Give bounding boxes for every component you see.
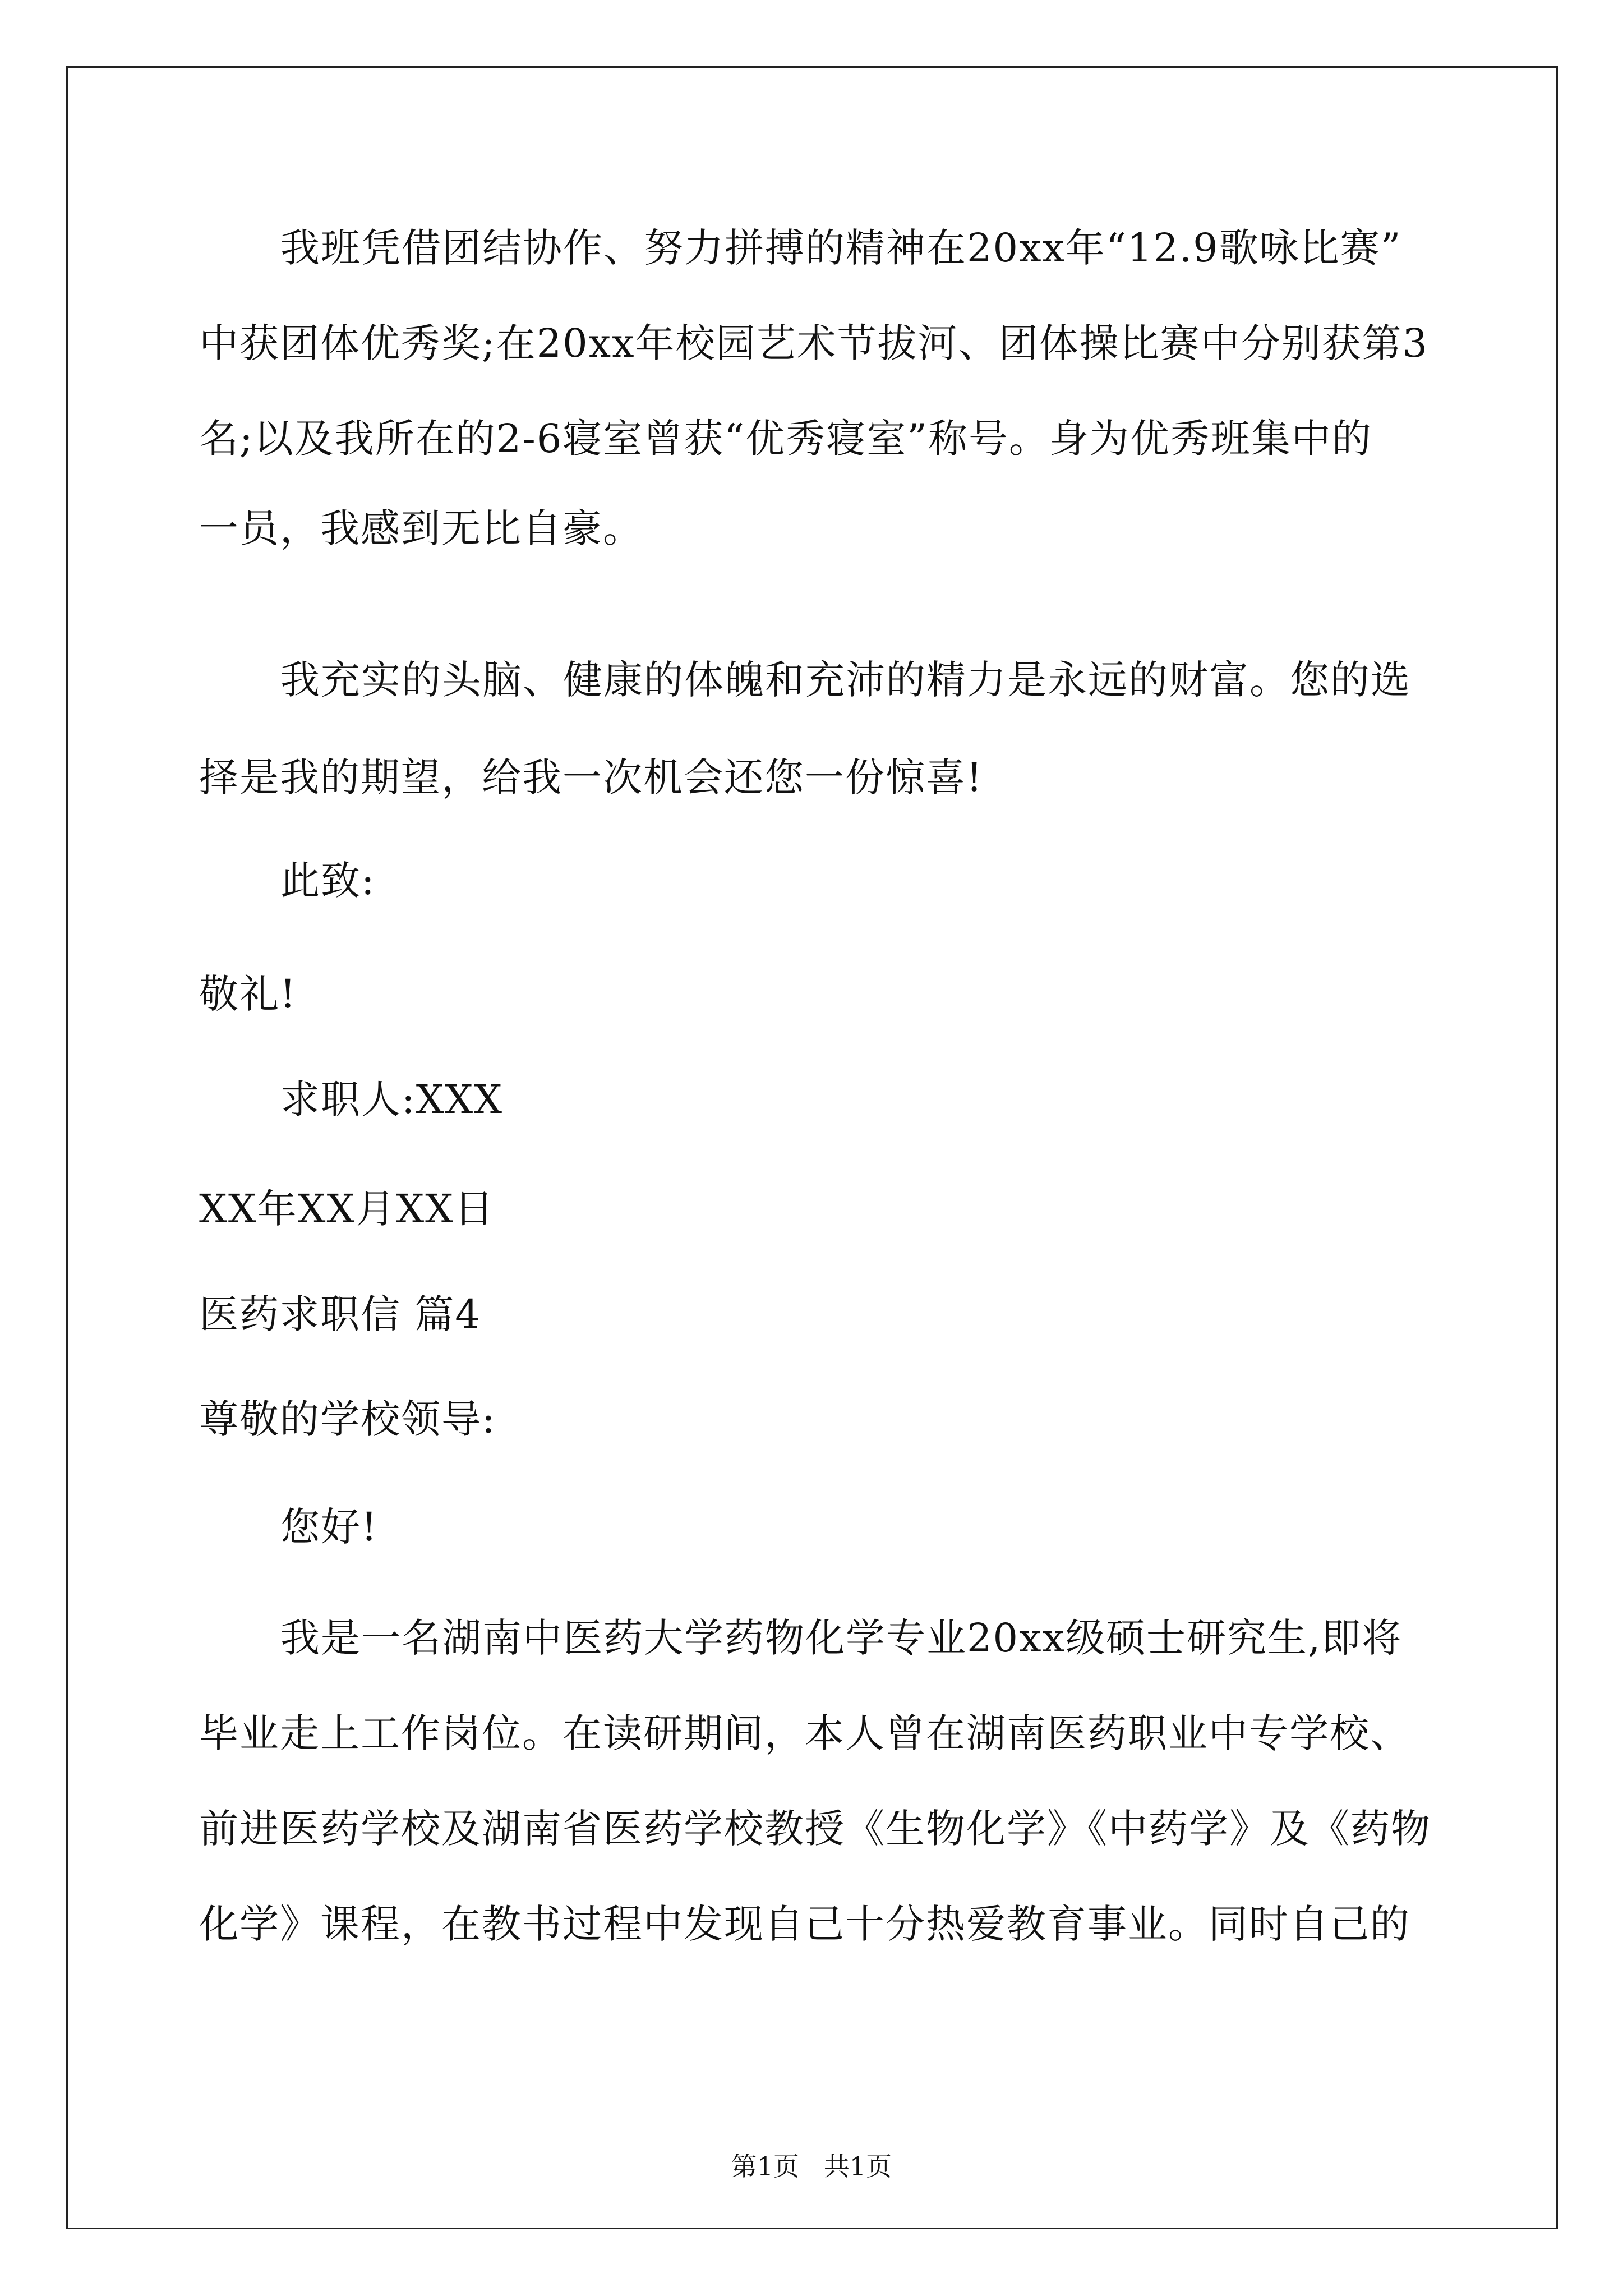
signature-applicant: 求职人:XXX <box>280 1076 504 1122</box>
greeting-hello: 您好! <box>280 1504 379 1550</box>
closing-regards: 敬礼! <box>199 971 297 1017</box>
section-heading: 医药求职信 篇4 <box>199 1291 481 1337</box>
body-line-5: 我充实的头脑、健康的体魄和充沛的精力是永远的财富。您的选 <box>280 657 1411 703</box>
closing-salutation: 此致: <box>280 858 376 904</box>
body-line-1: 我班凭借团结协作、努力拼搏的精神在20xx年“12.9歌咏比赛” <box>280 225 1402 271</box>
page-footer: 第1页 共1页 <box>731 2151 892 2182</box>
body-line-3: 名;以及我所在的2-6寝室曾获“优秀寝室”称号。身为优秀班集中的 <box>199 416 1372 462</box>
body-line-2: 中获团体优秀奖;在20xx年校园艺术节拔河、团体操比赛中分别获第3 <box>199 320 1429 366</box>
body-line-4: 一员，我感到无比自豪。 <box>199 505 643 551</box>
body-line-17: 化学》课程，在教书过程中发现自己十分热爱教育事业。同时自己的 <box>199 1901 1410 1947</box>
body-line-15: 毕业走上工作岗位。在读研期间，本人曾在湖南医药职业中专学校、 <box>199 1710 1410 1756</box>
greeting-recipient: 尊敬的学校领导: <box>199 1396 496 1442</box>
body-line-14: 我是一名湖南中医药大学药物化学专业20xx级硕士研究生,即将 <box>280 1615 1403 1661</box>
body-line-6: 择是我的期望，给我一次机会还您一份惊喜! <box>199 754 984 800</box>
signature-date: XX年XX月XX日 <box>199 1186 495 1232</box>
body-line-16: 前进医药学校及湖南省医药学校教授《生物化学》《中药学》及《药物 <box>199 1806 1431 1852</box>
